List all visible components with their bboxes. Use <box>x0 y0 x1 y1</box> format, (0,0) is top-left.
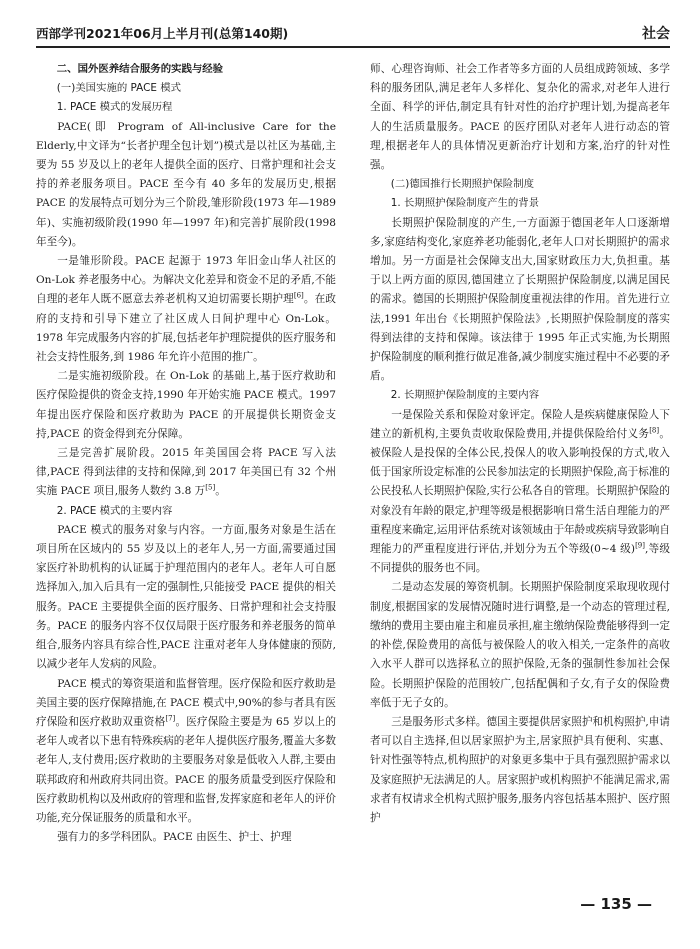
citation: [8] <box>649 426 660 435</box>
subsection-heading: (二)德国推行长期照护保险制度 <box>390 178 534 191</box>
right-column <box>370 60 670 828</box>
sub-subsection-heading: 1. 长期照护保险制度产生的背景 <box>390 197 540 210</box>
citation: [7] <box>165 714 176 723</box>
paragraph: 一是保险关系和保险对象评定。保险人是疾病健康保险人下建立的新机构,主要负责收取保险费用,并提供保险给付义务[8]。被保险人是投保的全体公民,投保人的收入影响投保的方式,收入低于国家所设定标准的公民参加法定的长期照护保险,高于标准的公民投私人长期照护保险,实行公私各自的管理。长期照护保险的对象没有年龄的限定,护理等级是根据影响日常生活自理能力的严重程度来确定,运用评估系统对该领域由于年龄或疾病导致影响自理能力的严重程度进行评估,并划分为五个等级(0~4 级)[9],等级不同提供的服务也不同。 <box>370 408 671 575</box>
sub-subsection-heading: 1. PACE 模式的发展历程 <box>56 101 173 114</box>
paragraph: PACE(即 Program of All-inclusive Care for the Elderly,中文译为“长者护理全包计划”)模式是以社区为基础,主要为 55 岁及以上的老年人提供全面的医疗、日常护理和社会支持的养老服务项目。PACE 至今有 40 多年的发展历史,根据 PACE 的发展特点可划分为三个阶段,雏形阶段(1973 年—1989 年)、实施初级阶段(1990 年—1997 年)和完善扩展阶段(1998 年至今)。 <box>36 120 336 248</box>
page-header <box>36 18 670 48</box>
page-number: — 135 — <box>580 895 652 913</box>
subsection-heading: (一)美国实施的 PACE 模式 <box>56 82 181 95</box>
paragraph: PACE 模式的筹资渠道和监督管理。医疗保险和医疗救助是美国主要的医疗保障措施,在 PACE 模式中,90%的参与者具有医疗保险和医疗救助双重资格[7]。医疗保险主要是为 65 岁以上的老年人或者以下患有特殊疾病的老年人提供医疗服务,覆盖大多数老年人,支付费用;医疗救助的主要服务对象是低收入人群,主要由联邦政府和州政府共同出资。PACE 的服务质量受到医疗保险和医疗救助机构以及州政府的管理和监督,发挥家庭和老年人的评价功能,充分保证服务的质量和水平。 <box>36 677 337 824</box>
section-label: 社会 <box>642 26 670 42</box>
sub-subsection-heading: 2. 长期照护保险制度的主要内容 <box>390 389 540 402</box>
paragraph: 二是动态发展的筹资机制。长期照护保险制度采取现收现付制度,根据国家的发展情况随时进行调整,是一个动态的管理过程,缴纳的费用主要由雇主和雇员承担,雇主缴纳保险费能够得到一定的补偿,保险费用的高低与被保险人的收入相关,一定条件的高收入水平人群可以选择私立的照护保险,无条的强制性参加社会保险。长期照护保险的范围较广,包括配偶和子女,有子女的保险费率低于无子女的。 <box>370 581 670 709</box>
journal-title: 西部学刊2021年06月上半月刊(总第140期) <box>36 26 289 41</box>
paragraph: PACE 模式的服务对象与内容。一方面,服务对象是生活在项目所在区域内的 55 岁及以上的老年人,另一方面,需要通过国家医疗补助机构的认证属于护理范围内的老年人。老年人可自愿选择加入,加入后具有一定的强制性,只能接受 PACE 提供的相关服务。PACE 主要提供全面的医疗服务、日常护理和社会支持服务。PACE 的服务内容不仅仅局限于医疗服务和养老服务的简单组合,服务内容具有综合性,PACE 注重对老年人身体健康的预防,以减少老年人发病的风险。 <box>36 523 336 671</box>
paragraph: 三是完善扩展阶段。2015 年美国国会将 PACE 写入法律,PACE 得到法律的支持和保障,到 2017 年美国已有 32 个州实施 PACE 项目,服务人数约 3.8 万[5]。 <box>36 447 336 498</box>
section-heading: 二、国外医养结合服务的实践与经验 <box>56 63 224 75</box>
sub-subsection-heading: 2. PACE 模式的主要内容 <box>56 504 173 517</box>
citation: [6] <box>293 291 304 300</box>
article-body <box>36 60 670 890</box>
paragraph: 三是服务形式多样。德国主要提供居家照护和机构照护,申请者可以自主选择,但以居家照护为主,居家照护具有便利、实惠、针对性强等特点,机构照护的对象更多集中于具有强烈照护需求以及家庭照护无法满足的人。居家照护或机构照护不能满足需求,需求者有权请求全机构式照护服务,服务内容包括基本照护、医疗照护 <box>370 715 670 824</box>
left-column <box>36 60 336 847</box>
paragraph: 强有力的多学科团队。PACE 由医生、护士、护理 <box>57 831 292 844</box>
paragraph: 长期照护保险制度的产生,一方面源于德国老年人口逐渐增多,家庭结构变化,家庭养老功能弱化,老年人口对长期照护的需求增加。另一方面是社会保障支出大,国家财政压力大,负担重。基于以上两方面的原因,德国建立了长期照护保险制度,以满足国民的需求。德国的长期照护保险制度重视法律的作用。首先进行立法,1991 年出台《长期照护保险法》,长期照护保险制度的落实得到法律的支持和保障。该法律于 1995 年正式实施,为长期照护保险制度的顺利推行做足准备,减少制度实施过程中不必要的矛盾。 <box>370 216 670 383</box>
paragraph: 二是实施初级阶段。在 On-Lok 的基础上,基于医疗救助和医疗保险提供的资金支持,1990 年开始实施 PACE 模式。1997 年提出医疗保险和医疗救助为 PACE 的开展提供长期资金支持,PACE 的资金得到充分保障。 <box>36 370 336 440</box>
paragraph: 一是雏形阶段。PACE 起源于 1973 年旧金山华人社区的 On-Lok 养老服务中心。为解决文化差异和资金不足的矛盾,不能自理的老年人既不愿意去养老机构又迫切需要长期护理[6]。在政府的支持和引导下建立了社区成人日间护理中心 On-Lok。1978 年完成服务内容的扩展,包括老年护理院提供的医疗服务和社会支持性服务,到 1986 年允许小范围的推广。 <box>36 255 337 364</box>
citation: [5] <box>205 483 216 492</box>
paragraph: 师、心理咨询师、社会工作者等多方面的人员组成跨领域、多学科的服务团队,满足老年人多样化、复杂化的需求,对老年人进行全面、科学的评估,制定具有针对性的治疗护理计划,为提高老年人的生活质量服务。PACE 的医疗团队对老年人进行动态的管理,根据老年人的具体情况更新治疗计划和方案,治疗的针对性强。 <box>370 63 670 172</box>
citation: [9] <box>635 541 645 550</box>
